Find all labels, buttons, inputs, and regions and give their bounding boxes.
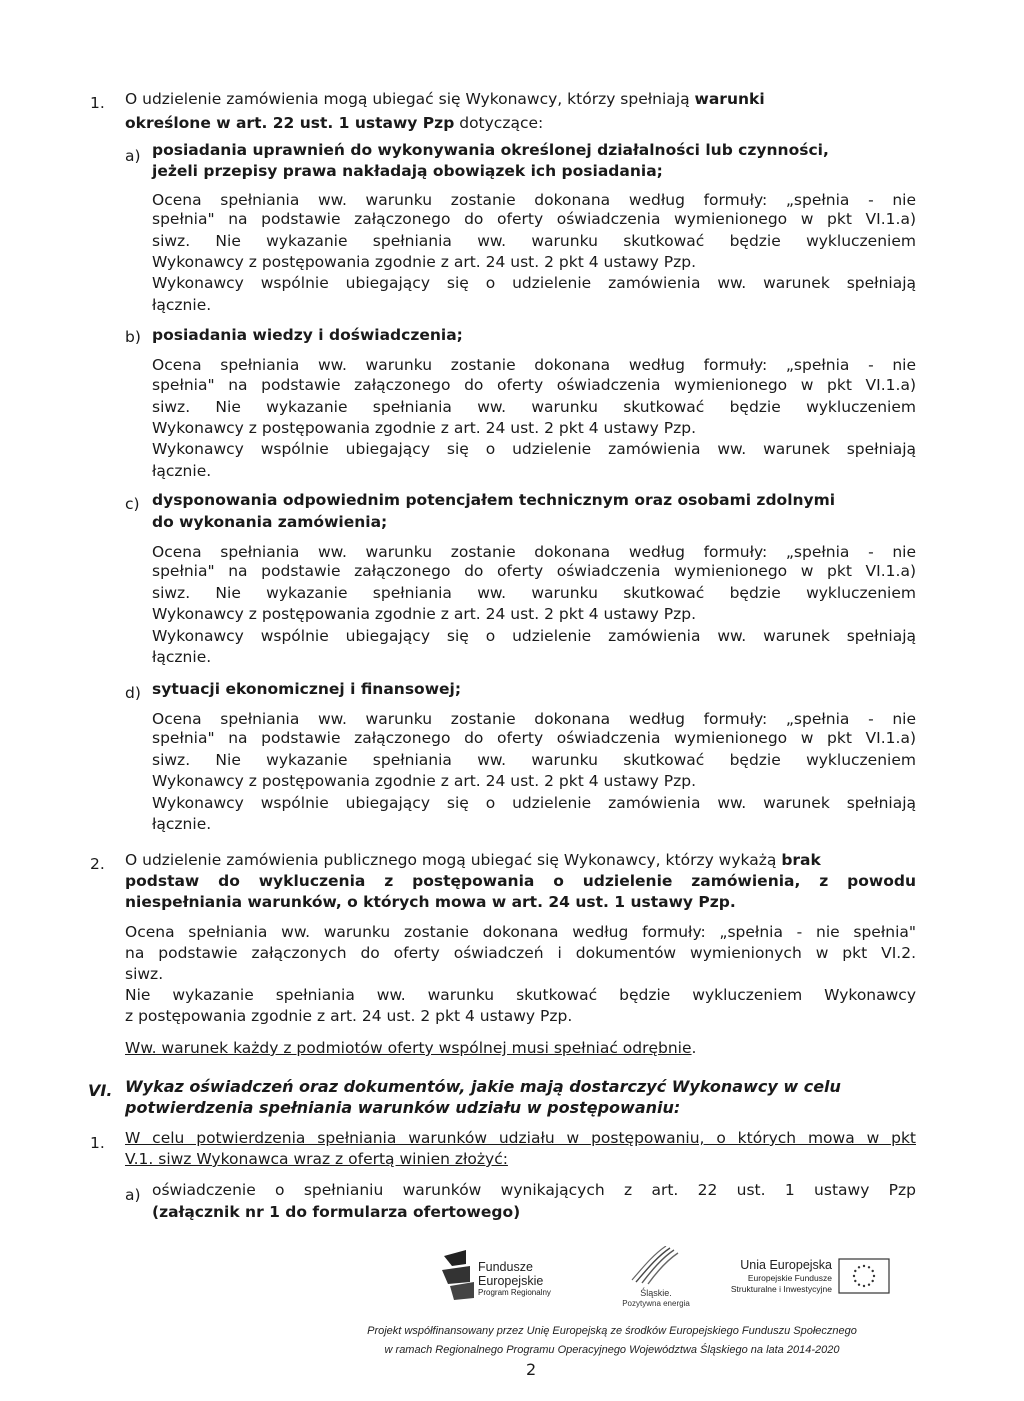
section-1-number: 1. [90, 94, 105, 112]
sl-line-1: Śląskie. [640, 1288, 672, 1298]
item-b-letter: b) [125, 328, 141, 346]
item-d-body-5: Wykonawcy wspólnie ubiegający się o udzielenie zamówienia ww. warunek spełniają [152, 794, 916, 812]
vi-1-a-letter: a) [125, 1186, 141, 1204]
ue-line-2: Europejskie Fundusze [747, 1273, 832, 1283]
item-a-body-1: Ocena spełniania ww. warunku zostanie dokonana według formuły: „spełnia - nie [152, 191, 916, 209]
vi-1-line-1: W celu potwierdzenia spełniania warunków udziału w postępowaniu, o których mowa w pkt [125, 1129, 916, 1147]
vi-1-line-2: V.1. siwz Wykonawca wraz z ofertą winien złożyć: [125, 1150, 508, 1168]
footer-line-1: Projekt współfinansowany przez Unię Europejską ze środków Europejskiego Funduszu Społecznego [367, 1325, 857, 1337]
ue-line-1: Unia Europejska [740, 1258, 832, 1272]
item-d-body-4: Wykonawcy z postępowania zgodnie z art. 24 ust. 2 pkt 4 ustawy Pzp. [152, 772, 697, 790]
page-number: 2 [526, 1360, 537, 1379]
item-a-body-5: Wykonawcy wspólnie ubiegający się o udzielenie zamówienia ww. warunek spełniają [152, 274, 916, 292]
section-1-line-2: określone w art. 22 ust. 1 ustawy Pzp dotyczące: [125, 114, 544, 132]
item-b-body-5: Wykonawcy wspólnie ubiegający się o udzielenie zamówienia ww. warunek spełniają [152, 440, 916, 458]
item-b-body-2: spełnia" na podstawie załączonego do oferty oświadczenia wymienionego w pkt VI.1.a) [152, 376, 916, 394]
item-a-heading-1: posiadania uprawnień do wykonywania określonej działalności lub czynności, [152, 141, 829, 159]
section-2-para-2-line-1: Nie wykazanie spełniania ww. warunku skutkować będzie wykluczeniem Wykonawcy [125, 986, 916, 1004]
fundusze-europejskie-text [478, 1260, 551, 1298]
item-d-body-2: spełnia" na podstawie załączonego do oferty oświadczenia wymienionego w pkt VI.1.a) [152, 729, 916, 747]
item-a-body-3: siwz. Nie wykazanie spełniania ww. warunku skutkować będzie wykluczeniem [152, 232, 916, 250]
item-d-letter: d) [125, 684, 141, 702]
ue-line-3: Strukturalne i Inwestycyjne [730, 1284, 832, 1294]
item-b-body-4: Wykonawcy z postępowania zgodnie z art. 24 ust. 2 pkt 4 ustawy Pzp. [152, 419, 697, 437]
item-a-letter: a) [125, 147, 141, 165]
vi-1-a-line-1: oświadczenie o spełnianiu warunków wynikających z art. 22 ust. 1 ustawy Pzp [152, 1181, 916, 1199]
slaskie-text [618, 1288, 694, 1309]
sl-line-2: Pozytywna energia [622, 1299, 690, 1308]
section-2-line-2: podstaw do wykluczenia z postępowania o udzielenie zamówienia, z powodu [125, 872, 916, 890]
section-2-line-3: niespełniania warunków, o których mowa w art. 24 ust. 1 ustawy Pzp. [125, 893, 736, 911]
item-a-body-6: łącznie. [152, 296, 212, 314]
item-a-body-2: spełnia" na podstawie załączonego do oferty oświadczenia wymienionego w pkt VI.1.a) [152, 210, 916, 228]
item-c-body-2: spełnia" na podstawie załączonego do oferty oświadczenia wymienionego w pkt VI.1.a) [152, 562, 916, 580]
item-a-body-4: Wykonawcy z postępowania zgodnie z art. 24 ust. 2 pkt 4 ustawy Pzp. [152, 253, 697, 271]
item-d-body-6: łącznie. [152, 815, 212, 833]
item-c-letter: c) [125, 495, 140, 513]
section-2-line-1: O udzielenie zamówienia publicznego mogą ubiegać się Wykonawcy, którzy wykażą brak [125, 851, 821, 869]
section-2-para-1-line-2: na podstawie załączonych do oferty oświadczeń i dokumentów wymienionych w pkt VI.2. [125, 944, 916, 962]
footer-text [300, 1322, 924, 1360]
section-vi-number: VI. [88, 1081, 113, 1100]
section-2-para-1-line-3: siwz. [125, 965, 164, 983]
fe-line-3: Program Regionalny [478, 1288, 551, 1297]
item-b-body-3: siwz. Nie wykazanie spełniania ww. warunku skutkować będzie wykluczeniem [152, 398, 916, 416]
fe-line-1: Fundusze [478, 1260, 533, 1274]
item-b-body-1: Ocena spełniania ww. warunku zostanie dokonana według formuły: „spełnia - nie [152, 356, 916, 374]
fe-line-2: Europejskie [478, 1274, 544, 1288]
section-vi-title-2: potwierdzenia spełniania warunków udziału w postępowaniu: [125, 1098, 681, 1117]
item-d-body-3: siwz. Nie wykazanie spełniania ww. warunku skutkować będzie wykluczeniem [152, 751, 916, 769]
item-c-body-6: łącznie. [152, 648, 212, 666]
item-c-heading-1: dysponowania odpowiednim potencjałem technicznym oraz osobami zdolnymi [152, 491, 836, 509]
item-c-heading-2: do wykonania zamówienia; [152, 513, 388, 531]
eu-flag-icon [838, 1258, 890, 1294]
item-d-body-1: Ocena spełniania ww. warunku zostanie dokonana według formuły: „spełnia - nie [152, 710, 916, 728]
section-2-para-1-line-1: Ocena spełniania ww. warunku zostanie dokonana według formuły: „spełnia - nie spełnia" [125, 923, 916, 941]
vi-1-a-line-2: (załącznik nr 1 do formularza ofertowego) [152, 1203, 521, 1221]
section-2-number: 2. [90, 855, 105, 873]
item-b-body-6: łącznie. [152, 462, 212, 480]
item-b-heading-1: posiadania wiedzy i doświadczenia; [152, 326, 463, 344]
unia-europejska-text [712, 1258, 832, 1295]
item-a-heading-2: jeżeli przepisy prawa nakładają obowiązek ich posiadania; [152, 162, 663, 180]
item-d-heading-1: sytuacji ekonomicznej i finansowej; [152, 680, 462, 698]
vi-1-number: 1. [90, 1134, 105, 1152]
section-vi-title-1: Wykaz oświadczeń oraz dokumentów, jakie mają dostarczyć Wykonawcy w celu [125, 1077, 841, 1096]
footer-line-2: w ramach Regionalnego Programu Operacyjnego Województwa Śląskiego na lata 2014-2020 [384, 1344, 840, 1356]
section-2-note: Ww. warunek każdy z podmiotów oferty wspólnej musi spełniać odrębnie. [125, 1039, 697, 1057]
item-c-body-5: Wykonawcy wspólnie ubiegający się o udzielenie zamówienia ww. warunek spełniają [152, 627, 916, 645]
item-c-body-1: Ocena spełniania ww. warunku zostanie dokonana według formuły: „spełnia - nie [152, 543, 916, 561]
item-c-body-4: Wykonawcy z postępowania zgodnie z art. 24 ust. 2 pkt 4 ustawy Pzp. [152, 605, 697, 623]
section-2-para-2-line-2: z postępowania zgodnie z art. 24 ust. 2 pkt 4 ustawy Pzp. [125, 1007, 573, 1025]
fundusze-europejskie-logo-icon [440, 1250, 480, 1300]
slaskie-logo-icon [630, 1246, 680, 1286]
item-c-body-3: siwz. Nie wykazanie spełniania ww. warunku skutkować będzie wykluczeniem [152, 584, 916, 602]
section-1-line-1: O udzielenie zamówienia mogą ubiegać się Wykonawcy, którzy spełniają warunki [125, 90, 765, 108]
